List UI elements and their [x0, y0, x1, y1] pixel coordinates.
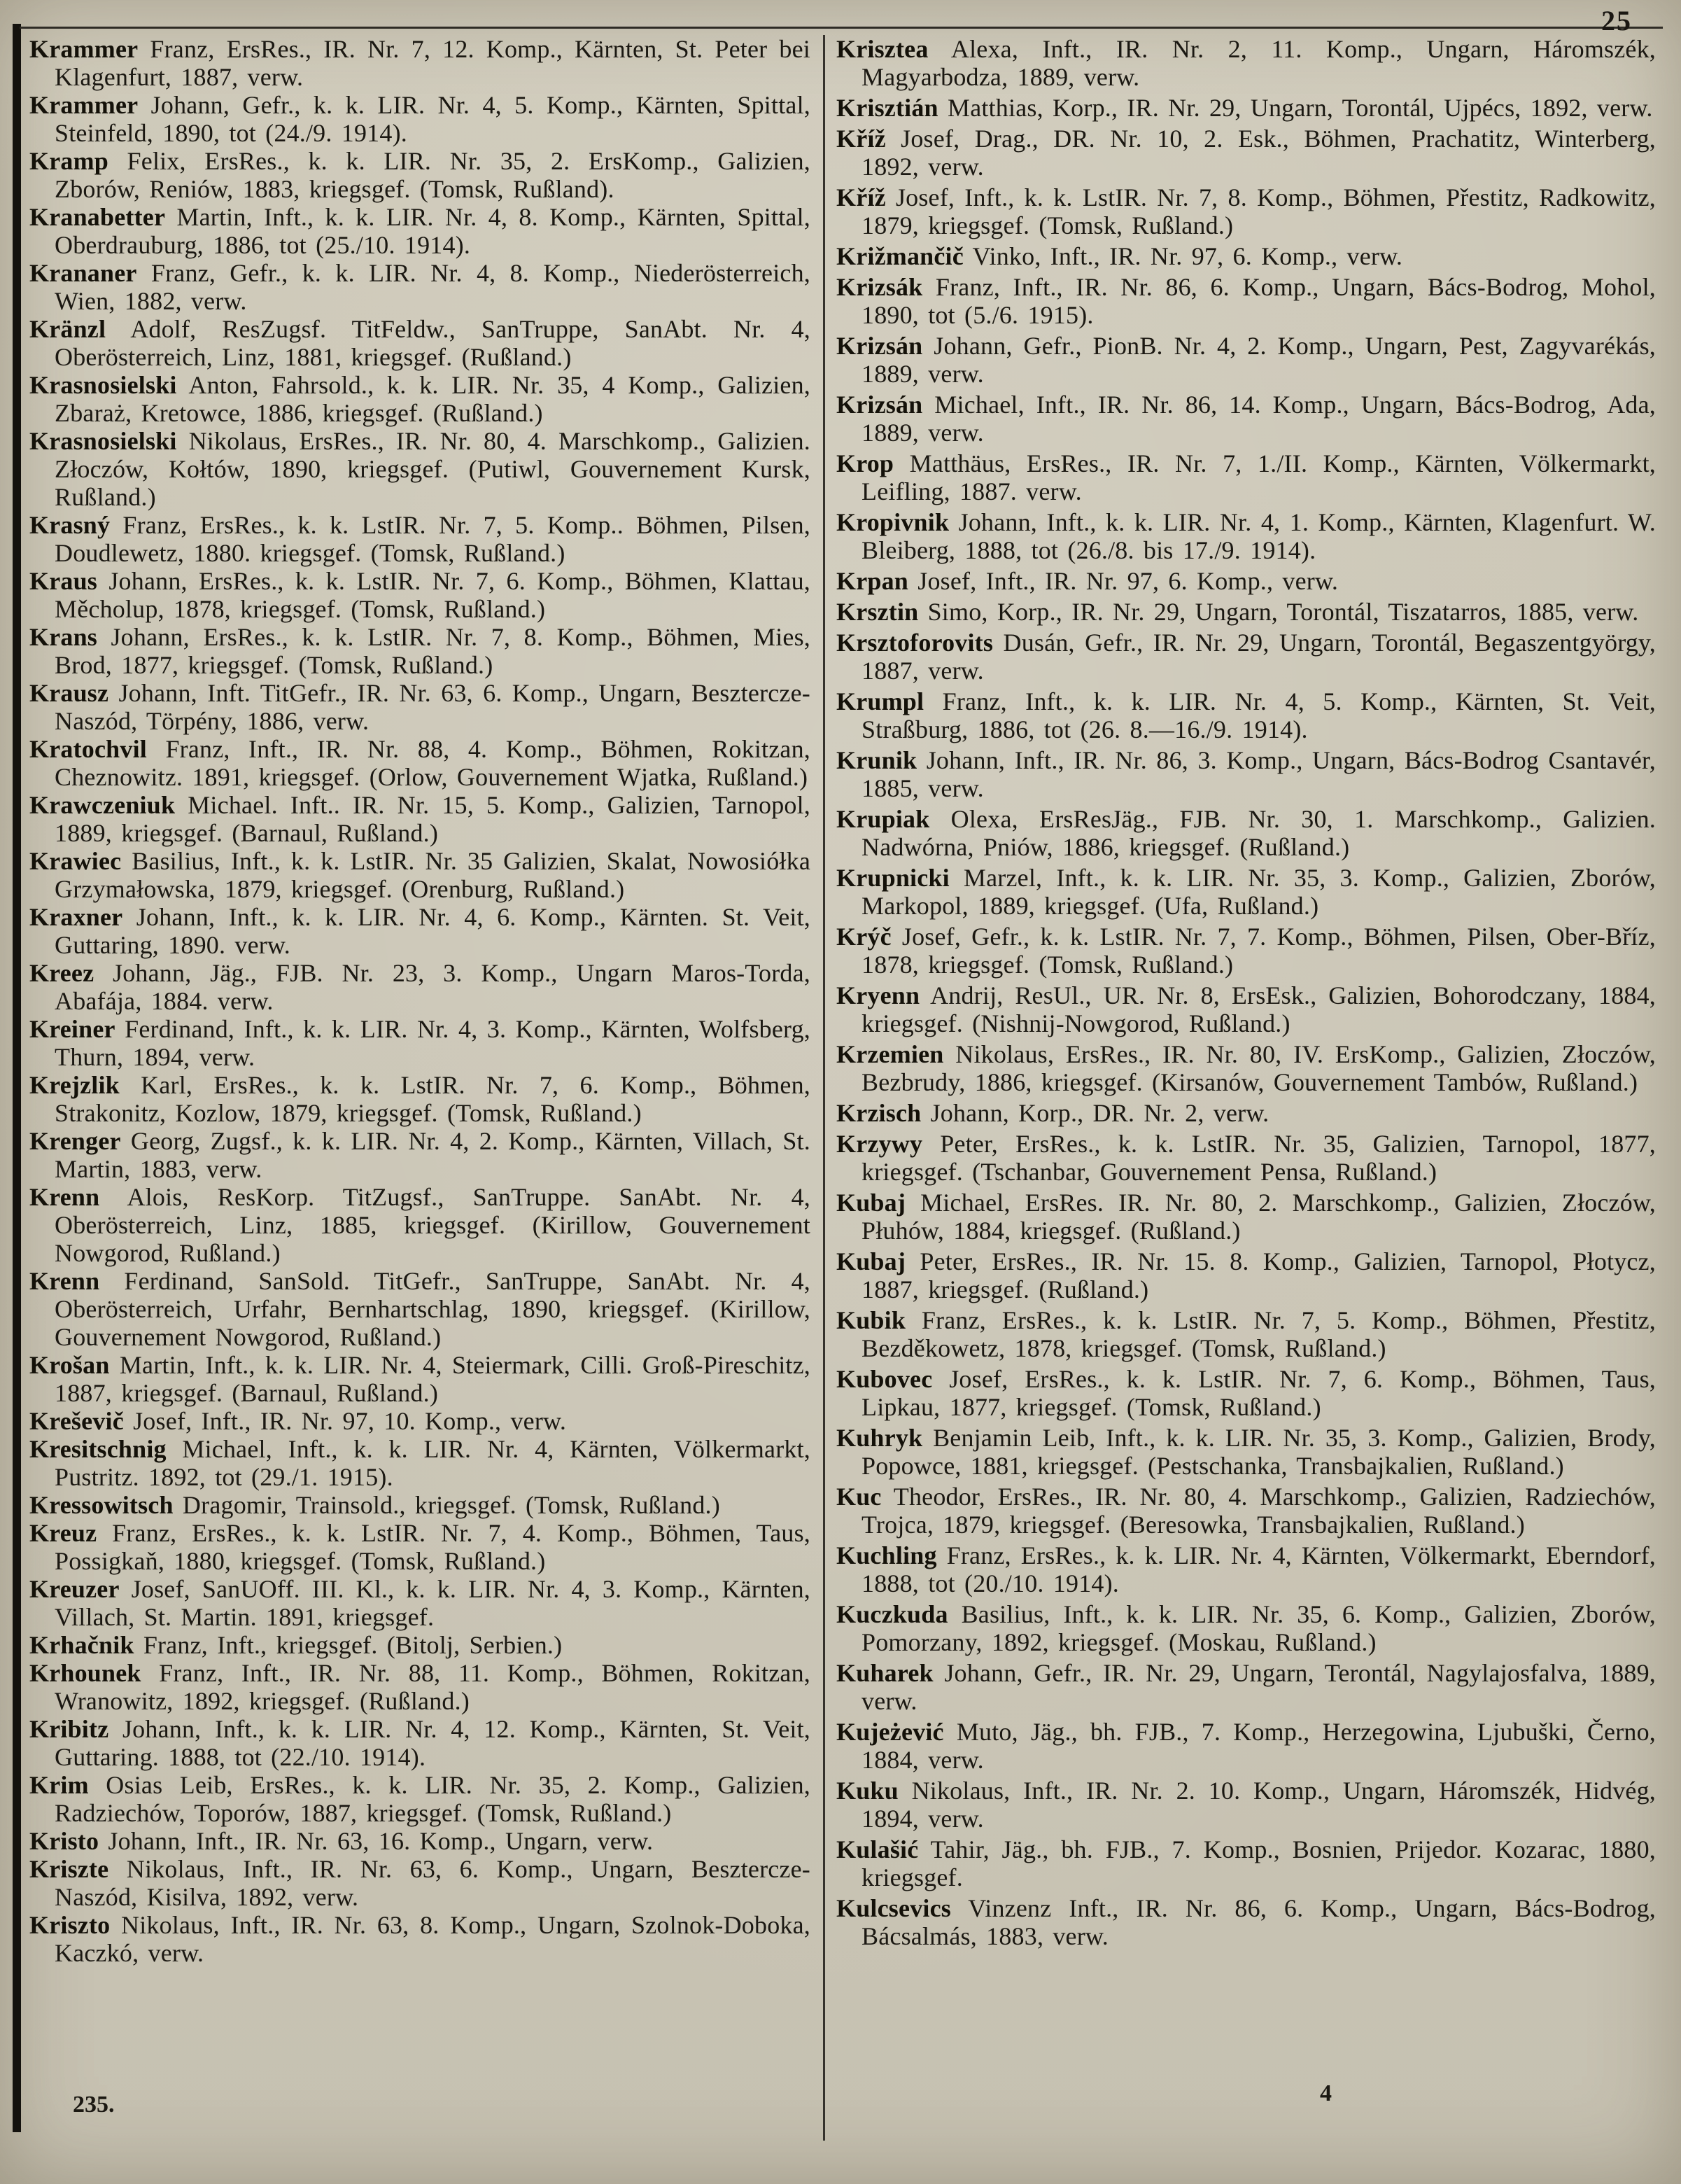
casualty-entry: Kribitz Johann, Inft., k. k. LIR. Nr. 4, 12. Komp., Kärnten, St. Veit, Guttaring. 1888, tot (22./10. 1914).: [29, 1715, 810, 1771]
casualty-entry: Kubaj Michael, ErsRes. IR. Nr. 80, 2. Marschkomp., Galizien, Złoczów, Płuhów, 1884, kriegsgef. (Rußland.): [836, 1189, 1656, 1245]
entry-surname: Krammer: [29, 35, 139, 63]
casualty-entry: Krasnosielski Nikolaus, ErsRes., IR. Nr. 80, 4. Marschkomp., Galizien. Złoczów, Kołtów, 1890, kriegsgef. (Putiwl, Gouvernement Kursk, Rußland.): [29, 427, 810, 511]
casualty-entry: Kuczkuda Basilius, Inft., k. k. LIR. Nr. 35, 6. Komp., Galizien, Zborów, Pomorzany, 1892, kriegsgef. (Moskau, Rußland.): [836, 1600, 1656, 1656]
entry-surname: Kubik: [836, 1306, 906, 1334]
entry-surname: Krzemien: [836, 1040, 944, 1068]
entry-surname: Krop: [836, 449, 894, 477]
entry-surname: Krasnosielski: [29, 371, 177, 399]
casualty-entry: Kresitschnig Michael, Inft., k. k. LIR. Nr. 4, Kärnten, Völkermarkt, Pustritz. 1892, tot (29./1. 1915).: [29, 1435, 810, 1491]
casualty-entry: Kuc Theodor, ErsRes., IR. Nr. 80, 4. Marschkomp., Galizien, Radziechów, Trojca, 1879, kriegsgef. (Beresowka, Transbajkalien, Rußland.): [836, 1483, 1656, 1539]
entry-surname: Kubovec: [836, 1365, 933, 1393]
entry-surname: Krejzlik: [29, 1071, 120, 1099]
casualty-entry: Krasnosielski Anton, Fahrsold., k. k. LIR. Nr. 35, 4 Komp., Galizien, Zbaraż, Kretowce, 1886, kriegsgef. (Rußland.): [29, 371, 810, 427]
entry-surname: Krizsán: [836, 332, 923, 360]
casualty-entry: Kuku Nikolaus, Inft., IR. Nr. 2. 10. Komp., Ungarn, Háromszék, Hidvég, 1894, verw.: [836, 1777, 1656, 1833]
casualty-entry: Krausz Johann, Inft. TitGefr., IR. Nr. 63, 6. Komp., Ungarn, Besztercze-Naszód, Törpény, 1886, verw.: [29, 679, 810, 735]
right-column: [836, 35, 1656, 2141]
casualty-entry: Krsztin Simo, Korp., IR. Nr. 29, Ungarn, Torontál, Tiszatarros, 1885, verw.: [836, 598, 1639, 626]
casualty-entry: Kropivnik Johann, Inft., k. k. LIR. Nr. 4, 1. Komp., Kärnten, Klagenfurt. W. Bleiberg, 1888, tot (26./8. bis 17./9. 1914).: [836, 508, 1656, 564]
casualty-entry: Krunik Johann, Inft., IR. Nr. 86, 3. Komp., Ungarn, Bács-Bodrog Csantavér, 1885, verw.: [836, 746, 1656, 802]
casualty-entry: Krop Matthäus, ErsRes., IR. Nr. 7, 1./II. Komp., Kärnten, Völkermarkt, Leifling, 1887. verw.: [836, 449, 1656, 505]
casualty-entry: Kriszte Nikolaus, Inft., IR. Nr. 63, 6. Komp., Ungarn, Besztercze-Naszód, Kisilva, 1892, verw.: [29, 1855, 810, 1911]
entry-surname: Krizsán: [836, 391, 923, 419]
page-number: 25: [1601, 5, 1632, 36]
entry-surname: Krupiak: [836, 805, 930, 833]
entry-surname: Krisztián: [836, 94, 938, 122]
entry-surname: Kropivnik: [836, 508, 950, 536]
casualty-entry: Krhounek Franz, Inft., IR. Nr. 88, 11. Komp., Böhmen, Rokitzan, Wranowitz, 1892, kriegsgef. (Rußland.): [29, 1659, 810, 1715]
casualty-entry: Kujeżević Muto, Jäg., bh. FJB., 7. Komp., Herzegowina, Ljubuški, Černo, 1884, verw.: [836, 1718, 1656, 1774]
casualty-entry: Krupnicki Marzel, Inft., k. k. LIR. Nr. 35, 3. Komp., Galizien, Zborów, Markopol, 1889, kriegsgef. (Ufa, Rußland.): [836, 864, 1656, 920]
casualty-entry: Krawczeniuk Michael. Inft.. IR. Nr. 15, 5. Komp., Galizien, Tarnopol, 1889, kriegsgef. (Barnaul, Rußland.): [29, 791, 810, 847]
entry-surname: Krammer: [29, 91, 139, 119]
casualty-entry: Krsztoforovits Dusán, Gefr., IR. Nr. 29, Ungarn, Torontál, Begaszentgyörgy, 1887, verw.: [836, 629, 1656, 685]
casualty-entry: Krasný Franz, ErsRes., k. k. LstIR. Nr. 7, 5. Komp.. Böhmen, Pilsen, Doudlewetz, 1880. kriegsgef. (Tomsk, Rußland.): [29, 511, 810, 567]
casualty-entry: Krisztea Alexa, Inft., IR. Nr. 2, 11. Komp., Ungarn, Háromszék, Magyarbodza, 1889, verw.: [836, 35, 1656, 91]
casualty-entry: Kuharek Johann, Gefr., IR. Nr. 29, Ungarn, Terontál, Nagylajosfalva, 1889, verw.: [836, 1659, 1656, 1715]
entry-surname: Kreez: [29, 959, 94, 987]
column-divider: [823, 35, 825, 2141]
entry-surname: Krzisch: [836, 1099, 922, 1127]
entry-surname: Krošan: [29, 1351, 110, 1379]
casualty-entry: Kulašić Tahir, Jäg., bh. FJB., 7. Komp., Bosnien, Prijedor. Kozarac, 1880, kriegsgef.: [836, 1835, 1656, 1891]
entry-surname: Krizsák: [836, 273, 923, 301]
entry-surname: Krawiec: [29, 847, 122, 875]
entry-surname: Kříž: [836, 125, 886, 153]
entry-surname: Kresitschnig: [29, 1435, 167, 1463]
entry-surname: Krunik: [836, 746, 917, 774]
casualty-entry: Kuchling Franz, ErsRes., k. k. LIR. Nr. 4, Kärnten, Völkermarkt, Eberndorf, 1888, tot (20./10. 1914).: [836, 1541, 1656, 1597]
entry-surname: Kreuzer: [29, 1575, 120, 1603]
entry-surname: Kratochvil: [29, 735, 147, 763]
footer-sheet-number: 4: [1320, 2080, 1332, 2106]
entry-surname: Kraxner: [29, 903, 123, 931]
casualty-entry: Kränzl Adolf, ResZugsf. TitFeldw., SanTruppe, SanAbt. Nr. 4, Oberösterreich, Linz, 1881, kriegsgef. (Rußland.): [29, 315, 810, 371]
entry-surname: Kramp: [29, 147, 108, 175]
casualty-entry: Krans Johann, ErsRes., k. k. LstIR. Nr. 7, 8. Komp., Böhmen, Mies, Brod, 1877, kriegsgef. (Tomsk, Rußland.): [29, 623, 810, 679]
entry-surname: Krasnosielski: [29, 427, 177, 455]
casualty-entry: Kryenn Andrij, ResUl., UR. Nr. 8, ErsEsk., Galizien, Bohorodczany, 1884, kriegsgef. (Nishnij-Nowgorod, Rußland.): [836, 981, 1656, 1037]
entry-surname: Kuku: [836, 1777, 899, 1805]
casualty-entry: Krim Osias Leib, ErsRes., k. k. LIR. Nr. 35, 2. Komp., Galizien, Radziechów, Toporów, 1887, kriegsgef. (Tomsk, Rußland.): [29, 1771, 810, 1827]
entry-surname: Kranabetter: [29, 203, 166, 231]
entry-surname: Krausz: [29, 679, 109, 707]
casualty-entry: Kubik Franz, ErsRes., k. k. LstIR. Nr. 7, 5. Komp., Böhmen, Přestitz, Bezděkowetz, 1878, kriegsgef. (Tomsk, Rußland.): [836, 1306, 1656, 1362]
casualty-entry: Krzemien Nikolaus, ErsRes., IR. Nr. 80, IV. ErsKomp., Galizien, Złoczów, Bezbrudy, 1886, kriegsgef. (Kirsanów, Gouvernement Tambów, Rußland.): [836, 1040, 1656, 1096]
entry-surname: Kreuz: [29, 1519, 97, 1547]
casualty-entry: Kramp Felix, ErsRes., k. k. LIR. Nr. 35, 2. ErsKomp., Galizien, Zborów, Reniów, 1883, kriegsgef. (Tomsk, Rußland).: [29, 147, 810, 203]
casualty-entry: Krisztián Matthias, Korp., IR. Nr. 29, Ungarn, Torontál, Ujpécs, 1892, verw.: [836, 94, 1653, 122]
entry-surname: Krawczeniuk: [29, 791, 176, 819]
entry-surname: Kribitz: [29, 1715, 109, 1743]
entry-surname: Kressowitsch: [29, 1491, 174, 1519]
casualty-entry: Krammer Johann, Gefr., k. k. LIR. Nr. 4, 5. Komp., Kärnten, Spittal, Steinfeld, 1890, tot (24./9. 1914).: [29, 91, 810, 147]
entry-surname: Krzywy: [836, 1130, 923, 1158]
entry-surname: Krhounek: [29, 1659, 141, 1687]
entry-surname: Kreiner: [29, 1015, 115, 1043]
casualty-entry: Krýč Josef, Gefr., k. k. LstIR. Nr. 7, 7. Komp., Böhmen, Pilsen, Ober-Bříz, 1878, kriegsgef. (Tomsk, Rußland.): [836, 923, 1656, 979]
casualty-entry: Krpan Josef, Inft., IR. Nr. 97, 6. Komp., verw.: [836, 567, 1339, 595]
entry-surname: Krýč: [836, 923, 892, 951]
footer-list-number: 235.: [73, 2092, 115, 2118]
entry-surname: Kriszto: [29, 1911, 111, 1939]
casualty-entry: Krzisch Johann, Korp., DR. Nr. 2, verw.: [836, 1099, 1269, 1127]
entry-surname: Kuharek: [836, 1659, 934, 1687]
casualty-entry: Kříž Josef, Inft., k. k. LstIR. Nr. 7, 8. Komp., Böhmen, Přestitz, Radkowitz, 1879, kriegsgef. (Tomsk, Rußland.): [836, 183, 1656, 239]
entry-surname: Kristo: [29, 1827, 99, 1855]
casualty-entry: Krizsán Michael, Inft., IR. Nr. 86, 14. Komp., Ungarn, Bács-Bodrog, Ada, 1889, verw.: [836, 391, 1656, 447]
casualty-entry: Krejzlik Karl, ErsRes., k. k. LstIR. Nr. 7, 6. Komp., Böhmen, Strakonitz, Kozlow, 1879, kriegsgef. (Tomsk, Rußland.): [29, 1071, 810, 1127]
entry-surname: Kuczkuda: [836, 1600, 948, 1628]
casualty-entry: Kreuzer Josef, SanUOff. III. Kl., k. k. LIR. Nr. 4, 3. Komp., Kärnten, Villach, St. Martin. 1891, kriegsgef.: [29, 1575, 810, 1631]
entry-surname: Kujeżević: [836, 1718, 944, 1746]
casualty-entry: Krammer Franz, ErsRes., IR. Nr. 7, 12. Komp., Kärnten, St. Peter bei Klagenfurt, 1887, verw.: [29, 35, 810, 91]
entry-surname: Kubaj: [836, 1189, 906, 1217]
casualty-entry: Krošan Martin, Inft., k. k. LIR. Nr. 4, Steiermark, Cilli. Groß-Pireschitz, 1887, kriegsgef. (Barnaul, Rußland.): [29, 1351, 810, 1407]
entry-surname: Krpan: [836, 567, 909, 595]
entry-surname: Krananer: [29, 259, 137, 287]
scan-edge-artifact: [13, 24, 21, 2132]
entry-surname: Kulašić: [836, 1835, 919, 1863]
entry-surname: Kuc: [836, 1483, 882, 1511]
casualty-entry: Kreez Johann, Jäg., FJB. Nr. 23, 3. Komp., Ungarn Maros-Torda, Abafája, 1884. verw.: [29, 959, 810, 1015]
casualty-entry: Kreiner Ferdinand, Inft., k. k. LIR. Nr. 4, 3. Komp., Kärnten, Wolfsberg, Thurn, 1894, verw.: [29, 1015, 810, 1071]
entry-surname: Kulcsevics: [836, 1894, 951, 1922]
entry-surname: Krupnicki: [836, 864, 950, 892]
entry-surname: Kränzl: [29, 315, 106, 343]
entry-surname: Kraus: [29, 567, 98, 595]
casualty-entry: Kuhryk Benjamin Leib, Inft., k. k. LIR. Nr. 35, 3. Komp., Galizien, Brody, Popowce, 1881, kriegsgef. (Pestschanka, Transbajkalien, Rußland.): [836, 1424, 1656, 1480]
entry-surname: Kreševič: [29, 1407, 124, 1435]
casualty-entry: Krzywy Peter, ErsRes., k. k. LstIR. Nr. 35, Galizien, Tarnopol, 1877, kriegsgef. (Tschanbar, Gouvernement Pensa, Rußland.): [836, 1130, 1656, 1186]
casualty-entry: Kranabetter Martin, Inft., k. k. LIR. Nr. 4, 8. Komp., Kärnten, Spittal, Oberdrauburg, 1886, tot (25./10. 1914).: [29, 203, 810, 259]
left-column: [29, 35, 810, 2141]
entry-surname: Krenn: [29, 1267, 100, 1295]
entry-surname: Križmančič: [836, 242, 964, 270]
entry-surname: Kubaj: [836, 1247, 906, 1275]
casualty-entry: Krhačnik Franz, Inft., kriegsgef. (Bitolj, Serbien.): [29, 1631, 563, 1659]
casualty-entry: Kriszto Nikolaus, Inft., IR. Nr. 63, 8. Komp., Ungarn, Szolnok-Doboka, Kaczkó, verw.: [29, 1911, 810, 1967]
entry-surname: Kuhryk: [836, 1424, 923, 1452]
entry-surname: Krans: [29, 623, 98, 651]
entry-surname: Krhačnik: [29, 1631, 134, 1659]
top-rule: [20, 27, 1663, 29]
entry-surname: Krenn: [29, 1183, 100, 1211]
entry-surname: Krsztoforovits: [836, 629, 994, 657]
entry-surname: Kuchling: [836, 1541, 937, 1569]
entry-surname: Kriszte: [29, 1855, 109, 1883]
casualty-entry: Križmančič Vinko, Inft., IR. Nr. 97, 6. Komp., verw.: [836, 242, 1403, 270]
casualty-entry: Krenn Ferdinand, SanSold. TitGefr., SanTruppe, SanAbt. Nr. 4, Oberösterreich, Urfahr, Bernhartschlag, 1890, kriegsgef. (Kirillow, Gouvernement Nowgorod, Rußland.): [29, 1267, 810, 1351]
entry-surname: Krumpl: [836, 687, 924, 715]
casualty-entry: Krenn Alois, ResKorp. TitZugsf., SanTruppe. SanAbt. Nr. 4, Oberösterreich, Linz, 1885, kriegsgef. (Kirillow, Gouvernement Nowgorod, Rußland.): [29, 1183, 810, 1267]
casualty-entry: Kubovec Josef, ErsRes., k. k. LstIR. Nr. 7, 6. Komp., Böhmen, Taus, Lipkau, 1877, kriegsgef. (Tomsk, Rußland.): [836, 1365, 1656, 1421]
casualty-entry: Krupiak Olexa, ErsResJäg., FJB. Nr. 30, 1. Marschkomp., Galizien. Nadwórna, Pniów, 1886, kriegsgef. (Rußland.): [836, 805, 1656, 861]
entry-surname: Kříž: [836, 183, 886, 211]
casualty-entry: Kreuz Franz, ErsRes., k. k. LstIR. Nr. 7, 4. Komp., Böhmen, Taus, Possigkaň, 1880, kriegsgef. (Tomsk, Rußland.): [29, 1519, 810, 1575]
casualty-entry: Kristo Johann, Inft., IR. Nr. 63, 16. Komp., Ungarn, verw.: [29, 1827, 654, 1855]
casualty-entry: Krenger Georg, Zugsf., k. k. LIR. Nr. 4, 2. Komp., Kärnten, Villach, St. Martin, 1883, verw.: [29, 1127, 810, 1183]
entry-surname: Krasný: [29, 511, 111, 539]
casualty-entry: Kraus Johann, ErsRes., k. k. LstIR. Nr. 7, 6. Komp., Böhmen, Klattau, Měcholup, 1878, kriegsgef. (Tomsk, Rußland.): [29, 567, 810, 623]
casualty-entry: Kříž Josef, Drag., DR. Nr. 10, 2. Esk., Böhmen, Prachatitz, Winterberg, 1892, verw.: [836, 125, 1656, 181]
casualty-entry: Krizsák Franz, Inft., IR. Nr. 86, 6. Komp., Ungarn, Bács-Bodrog, Mohol, 1890, tot (5./6. 1915).: [836, 273, 1656, 329]
casualty-entry: Krumpl Franz, Inft., k. k. LIR. Nr. 4, 5. Komp., Kärnten, St. Veit, Straßburg, 1886, tot (26. 8.—16./9. 1914).: [836, 687, 1656, 743]
entry-surname: Krenger: [29, 1127, 121, 1155]
casualty-entry: Kraxner Johann, Inft., k. k. LIR. Nr. 4, 6. Komp., Kärnten. St. Veit, Guttaring, 1890. verw.: [29, 903, 810, 959]
casualty-entry: Kressowitsch Dragomir, Trainsold., kriegsgef. (Tomsk, Rußland.): [29, 1491, 720, 1519]
entry-surname: Krim: [29, 1771, 89, 1799]
entry-surname: Krisztea: [836, 35, 929, 63]
casualty-entry: Kulcsevics Vinzenz Inft., IR. Nr. 86, 6. Komp., Ungarn, Bács-Bodrog, Bácsalmás, 1883, verw.: [836, 1894, 1656, 1950]
casualty-entry: Kreševič Josef, Inft., IR. Nr. 97, 10. Komp., verw.: [29, 1407, 567, 1435]
casualty-entry: Kubaj Peter, ErsRes., IR. Nr. 15. 8. Komp., Galizien, Tarnopol, Płotycz, 1887, kriegsgef. (Rußland.): [836, 1247, 1656, 1303]
casualty-entry: Krizsán Johann, Gefr., PionB. Nr. 4, 2. Komp., Ungarn, Pest, Zagyvarékás, 1889, verw.: [836, 332, 1656, 388]
casualty-entry: Krawiec Basilius, Inft., k. k. LstIR. Nr. 35 Galizien, Skalat, Nowosiółka Grzymałowska, 1879, kriegsgef. (Orenburg, Rußland.): [29, 847, 810, 903]
entry-surname: Krsztin: [836, 598, 919, 626]
entry-surname: Kryenn: [836, 981, 920, 1009]
casualty-entry: Krananer Franz, Gefr., k. k. LIR. Nr. 4, 8. Komp., Niederösterreich, Wien, 1882, verw.: [29, 259, 810, 315]
text-columns: [29, 35, 1656, 2141]
casualty-entry: Kratochvil Franz, Inft., IR. Nr. 88, 4. Komp., Böhmen, Rokitzan, Cheznowitz. 1891, kriegsgef. (Orlow, Gouvernement Wjatka, Rußland.): [29, 735, 810, 791]
